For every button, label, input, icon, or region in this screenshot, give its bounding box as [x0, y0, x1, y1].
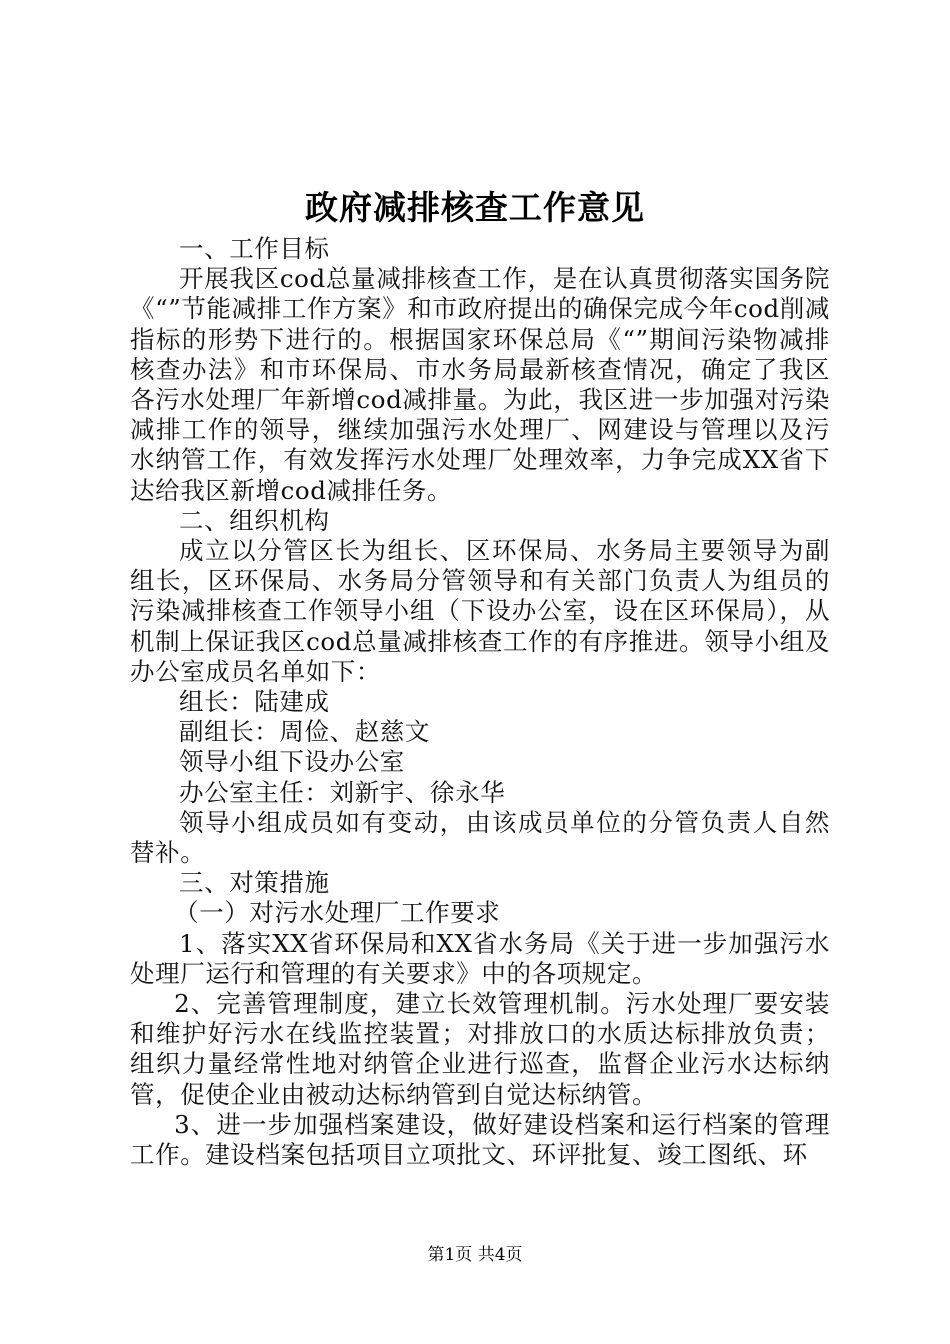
document-body	[130, 234, 830, 1170]
paragraph: 开展我区cod总量减排核查工作，是在认真贯彻落实国务院《“”节能减排工作方案》和市政府提出的确保完成今年cod削减指标的形势下进行的。根据国家环保总局《“”期间污染物减排核查办法》和市环保局、市水务局最新核查情况，确定了我区各污水处理厂年新增cod减排量。为此，我区进一步加强对污染减排工作的领导，继续加强污水处理厂、网建设与管理以及污水纳管工作，有效发挥污水处理厂处理效率，力争完成XX省下达给我区新增cod减排任务。	[130, 264, 830, 505]
paragraph: 1、落实XX省环保局和XX省水务局《关于进一步加强污水处理厂运行和管理的有关要求》中的各项规定。	[130, 928, 830, 988]
paragraph: 三、对策措施	[179, 868, 330, 898]
paragraph: 3、进一步加强档案建设，做好建设档案和运行档案的管理工作。建设档案包括项目立项批文、环评批复、竣工图纸、环	[130, 1109, 830, 1170]
paragraph: 一、工作目标	[179, 234, 330, 263]
paragraph: （一）对污水处理厂工作要求	[174, 898, 501, 928]
page-footer: 第1页 共4页	[427, 1245, 523, 1265]
document-title: 政府减排核查工作意见	[305, 188, 645, 227]
paragraph: 领导小组成员如有变动，由该成员单位的分管负责人自然替补。	[130, 807, 830, 868]
paragraph: 组长：陆建成	[179, 687, 330, 717]
paragraph: 办公室主任：刘新宇、徐永华	[179, 777, 506, 807]
paragraph: 2、完善管理制度，建立长效管理机制。污水处理厂要安装和维护好污水在线监控装置；对排放口的水质达标排放负责；组织力量经常性地对纳管企业进行巡查，监督企业污水达标纳管，促使企业由被动达标纳管到自觉达标纳管。	[130, 989, 830, 1109]
paragraph: 二、组织机构	[179, 505, 330, 535]
paragraph: 领导小组下设办公室	[179, 747, 405, 777]
paragraph: 副组长：周俭、赵慈文	[179, 717, 430, 747]
paragraph: 成立以分管区长为组长、区环保局、水务局主要领导为副组长，区环保局、水务局分管领导和有关部门负责人为组员的污染减排核查工作领导小组（下设办公室，设在区环保局），从机制上保证我区cod总量减排核查工作的有序推进。领导小组及办公室成员名单如下：	[130, 536, 830, 686]
